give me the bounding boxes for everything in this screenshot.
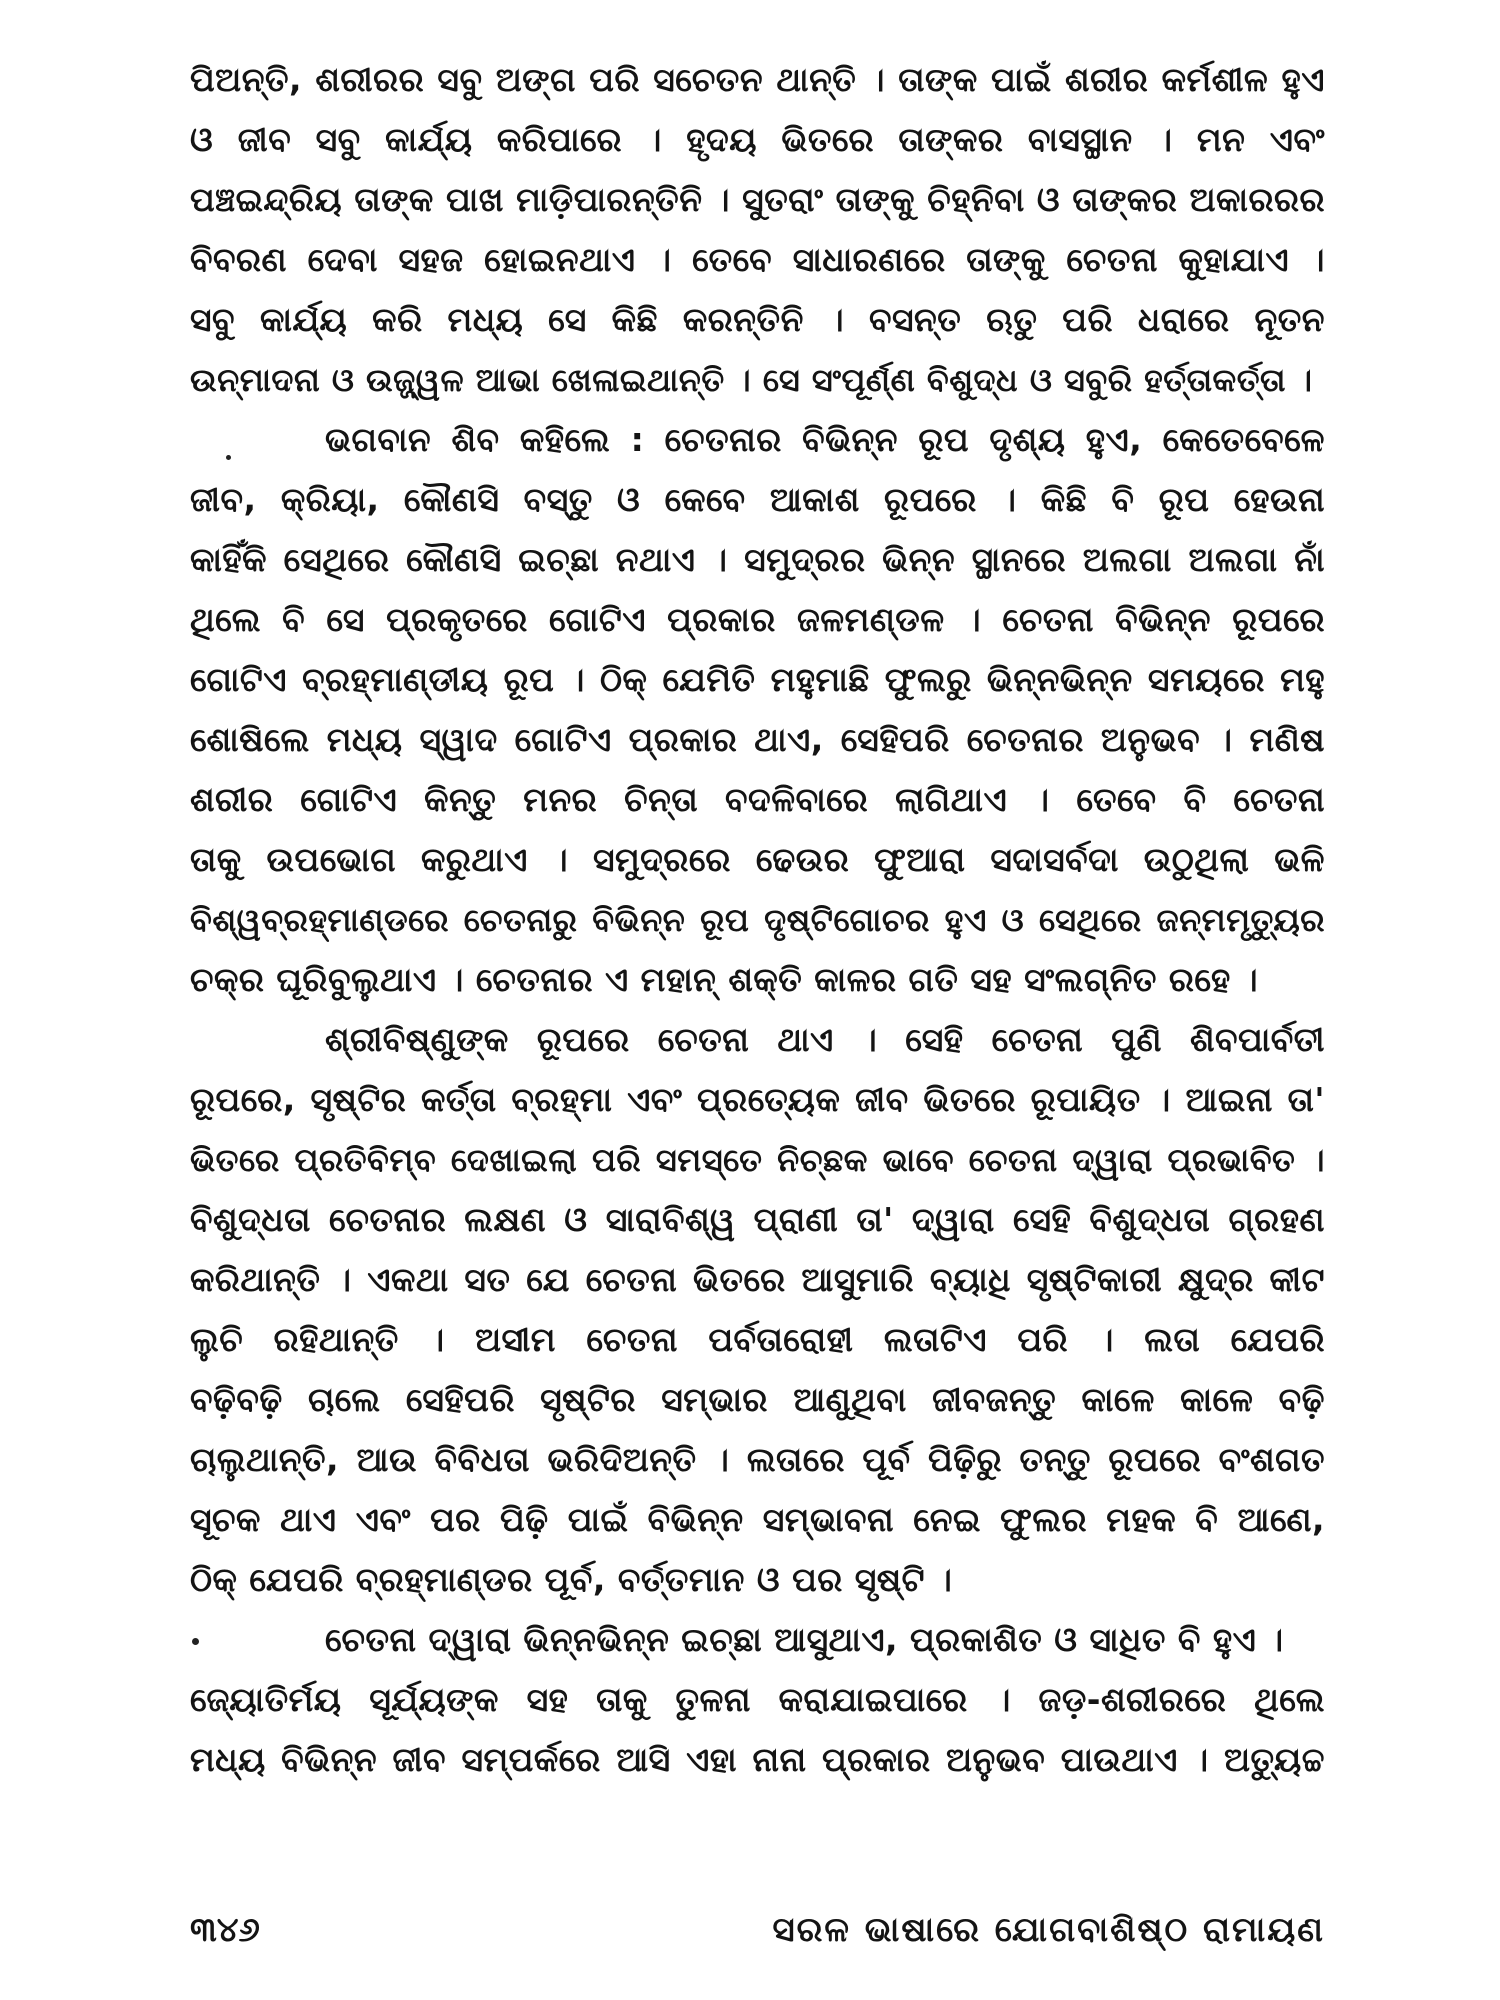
text-line: ଚକ୍ର ଘୂରିବୁଲୁଥାଏ । ଚେତନାର ଏ ମହାନ୍ ଶକ୍ତି କାଳର ଗତି ସହ ସଂଲଗ୍ନିତ ରହେ ।	[190, 960, 1259, 999]
text-line: କାହିଁକି ସେଥିରେ କୌଣସି ଇଚ୍ଛା ନଥାଏ । ସମୁଦ୍ରର ଭିନ୍ନ ସ୍ଥାନରେ ଅଲଗା ଅଲଗା ନାଁ	[190, 540, 1325, 579]
text-line: ଜୀବ, କ୍ରିୟା, କୌଣସି ବସ୍ତୁ ଓ କେବେ ଆକାଶ ରୂପରେ । କିଛି ବି ରୂପ ହେଉନା	[190, 480, 1325, 519]
text-line: ପଞ୍ଚଇନ୍ଦ୍ରିୟ ତାଙ୍କ ପାଖ ମାଡ଼ିପାରନ୍ତିନି । ସୁତରାଂ ତାଙ୍କୁ ଚିହ୍ନିବା ଓ ତାଙ୍କର ଅକାରରର	[190, 180, 1325, 219]
paragraph-start-line: ଶ୍ରୀବିଷ୍ଣୁଙ୍କ ରୂପରେ ଚେତନା ଥାଏ । ସେହି ଚେତନା ପୁଣି ଶିବପାର୍ବତୀ	[325, 1020, 1325, 1059]
text-line: ବିବରଣ ଦେବା ସହଜ ହୋଇନଥାଏ । ତେବେ ସାଧାରଣରେ ତାଙ୍କୁ ଚେତନା କୁହାଯାଏ ।	[190, 240, 1325, 279]
text-line: ଗୋଟିଏ ବ୍ରହ୍ମାଣ୍ଡୀୟ ରୂପ । ଠିକ୍ ଯେମିତି ମହୁମାଛି ଫୁଲରୁ ଭିନ୍ନଭିନ୍ନ ସମୟରେ ମହୁ	[190, 660, 1325, 699]
text-line: ବଢ଼ିବଢ଼ି ଚାଲେ ସେହିପରି ସୃଷ୍ଟିର ସମ୍ଭାର ଆଣୁଥିବା ଜୀବଜନ୍ତୁ କାଳେ କାଳେ ବଢ଼ି	[190, 1380, 1325, 1419]
print-speck	[226, 455, 231, 460]
body-text	[190, 50, 1325, 1790]
text-line: କରିଥାନ୍ତି । ଏକଥା ସତ ଯେ ଚେତନା ଭିତରେ ଆସୁମାରି ବ୍ୟାଧି ସୃଷ୍ଟିକାରୀ କ୍ଷୁଦ୍ର କୀଟ	[190, 1260, 1325, 1299]
text-line: ମଧ୍ୟ ବିଭିନ୍ନ ଜୀବ ସମ୍ପର୍କରେ ଆସି ଏହା ନାନା ପ୍ରକାର ଅନୁଭବ ପାଉଥାଏ । ଅତ୍ୟୁଚ୍ଚ	[190, 1740, 1325, 1779]
text-line: ଜ୍ୟୋତିର୍ମୟ ସୂର୍ଯ୍ୟଙ୍କ ସହ ତାକୁ ତୁଳନା କରାଯାଇପାରେ । ଜଡ଼-ଶରୀରରେ ଥିଲେ	[190, 1680, 1325, 1719]
text-line: ଭିତରେ ପ୍ରତିବିମ୍ବ ଦେଖାଇଲା ପରି ସମସ୍ତେ ନିଚ୍ଛକ ଭାବେ ଚେତନା ଦ୍ୱାରା ପ୍ରଭାବିତ ।	[190, 1141, 1325, 1179]
text-line: ଶରୀର ଗୋଟିଏ କିନ୍ତୁ ମନର ଚିନ୍ତା ବଦଳିବାରେ ଲାଗିଥାଏ । ତେବେ ବି ଚେତନା	[190, 780, 1325, 819]
text-line: ସୂଚକ ଥାଏ ଏବଂ ପର ପିଢ଼ି ପାଇଁ ବିଭିନ୍ନ ସମ୍ଭାବନା ନେଇ ଫୁଲର ମହକ ବି ଆଣେ,	[190, 1500, 1325, 1539]
page-footer	[190, 1905, 1325, 1955]
text-line: ପିଅନ୍ତି, ଶରୀରର ସବୁ ଅଙ୍ଗ ପରି ସଚେତନ ଥାନ୍ତି । ତାଙ୍କ ପାଇଁ ଶରୀର କର୍ମଶୀଳ ହୁଏ	[190, 60, 1325, 99]
text-line: ଚାଲୁଥାନ୍ତି, ଆଉ ବିବିଧତା ଭରିଦିଅନ୍ତି । ଲତାରେ ପୂର୍ବ ପିଢ଼ିରୁ ତନ୍ତୁ ରୂପରେ ବଂଶଗତ	[190, 1440, 1325, 1479]
text-line: ରୂପରେ, ସୃଷ୍ଟିର କର୍ତ୍ତା ବ୍ରହ୍ମା ଏବଂ ପ୍ରତ୍ୟେକ ଜୀବ ଭିତରେ ରୂପାୟିତ । ଆଇନା ତା'	[190, 1080, 1325, 1119]
text-line: ଠିକ୍ ଯେପରି ବ୍ରହ୍ମାଣ୍ଡର ପୂର୍ବ, ବର୍ତ୍ତମାନ ଓ ପର ସୃଷ୍ଟି ।	[190, 1560, 953, 1599]
text-line: ତାକୁ ଉପଭୋଗ କରୁଥାଏ । ସମୁଦ୍ରରେ ଢେଉର ଫୁଆରା ସଦାସର୍ବଦା ଉଠୁଥିଲା ଭଳି	[190, 840, 1325, 879]
text-line: ଥିଲେ ବି ସେ ପ୍ରକୃତରେ ଗୋଟିଏ ପ୍ରକାର ଜଳମଣ୍ଡଳ । ଚେତନା ବିଭିନ୍ନ ରୂପରେ	[190, 600, 1325, 639]
page-number: ୩୪୬	[190, 1910, 260, 1950]
text-line: ଶୋଷିଲେ ମଧ୍ୟ ସ୍ୱାଦ ଗୋଟିଏ ପ୍ରକାର ଥାଏ, ସେହିପରି ଚେତନାର ଅନୁଭବ । ମଣିଷ	[190, 720, 1325, 759]
text-line: ସବୁ କାର୍ଯ୍ୟ କରି ମଧ୍ୟ ସେ କିଛି କରନ୍ତିନି । ବସନ୍ତ ଋତୁ ପରି ଧରାରେ ନୂତନ	[190, 300, 1325, 339]
text-line: ଉନ୍ମାଦନା ଓ ଉଜ୍ଜ୍ୱଳ ଆଭା ଖେଳାଇଥାନ୍ତି । ସେ ସଂପୂର୍ଣ୍ଣ ବିଶୁଦ୍ଧ ଓ ସବୁରି ହର୍ତ୍ତାକର୍ତ୍ତା ।	[190, 361, 1313, 399]
text-line: ବିଶୁଦ୍ଧତା ଚେତନାର ଲକ୍ଷଣ ଓ ସାରାବିଶ୍ୱ ପ୍ରାଣୀ ତା' ଦ୍ୱାରା ସେହି ବିଶୁଦ୍ଧତା ଗ୍ରହଣ	[190, 1200, 1325, 1239]
text-line: ଲୁଚି ରହିଥାନ୍ତି । ଅସୀମ ଚେତନା ପର୍ବତାରୋହୀ ଲତାଟିଏ ପରି । ଲତା ଯେପରି	[190, 1320, 1325, 1359]
paragraph-start-line: ଚେତନା ଦ୍ୱାରା ଭିନ୍ନଭିନ୍ନ ଇଚ୍ଛା ଆସୁଥାଏ, ପ୍ରକାଶିତ ଓ ସାଧିତ ବି ହୁଏ ।	[325, 1620, 1284, 1659]
paragraph-start-line: ଭଗବାନ ଶିବ କହିଲେ : ଚେତନାର ବିଭିନ୍ନ ରୂପ ଦୃଶ୍ୟ ହୁଏ, କେତେବେଳେ	[325, 420, 1325, 459]
running-title: ସରଳ ଭାଷାରେ ଯୋଗବାଶିଷ୍ଠ ରାମାୟଣ	[772, 1910, 1325, 1950]
text-line: ବିଶ୍ୱବ୍ରହ୍ମାଣ୍ଡରେ ଚେତନାରୁ ବିଭିନ୍ନ ରୂପ ଦୃଷ୍ଟିଗୋଚର ହୁଏ ଓ ସେଥିରେ ଜନ୍ମମୃତ୍ୟୁର	[190, 901, 1325, 939]
text-line: ଓ ଜୀବ ସବୁ କାର୍ଯ୍ୟ କରିପାରେ । ହୃଦୟ ଭିତରେ ତାଙ୍କର ବାସସ୍ଥାନ । ମନ ଏବଂ	[190, 120, 1325, 159]
print-speck	[192, 1638, 199, 1645]
